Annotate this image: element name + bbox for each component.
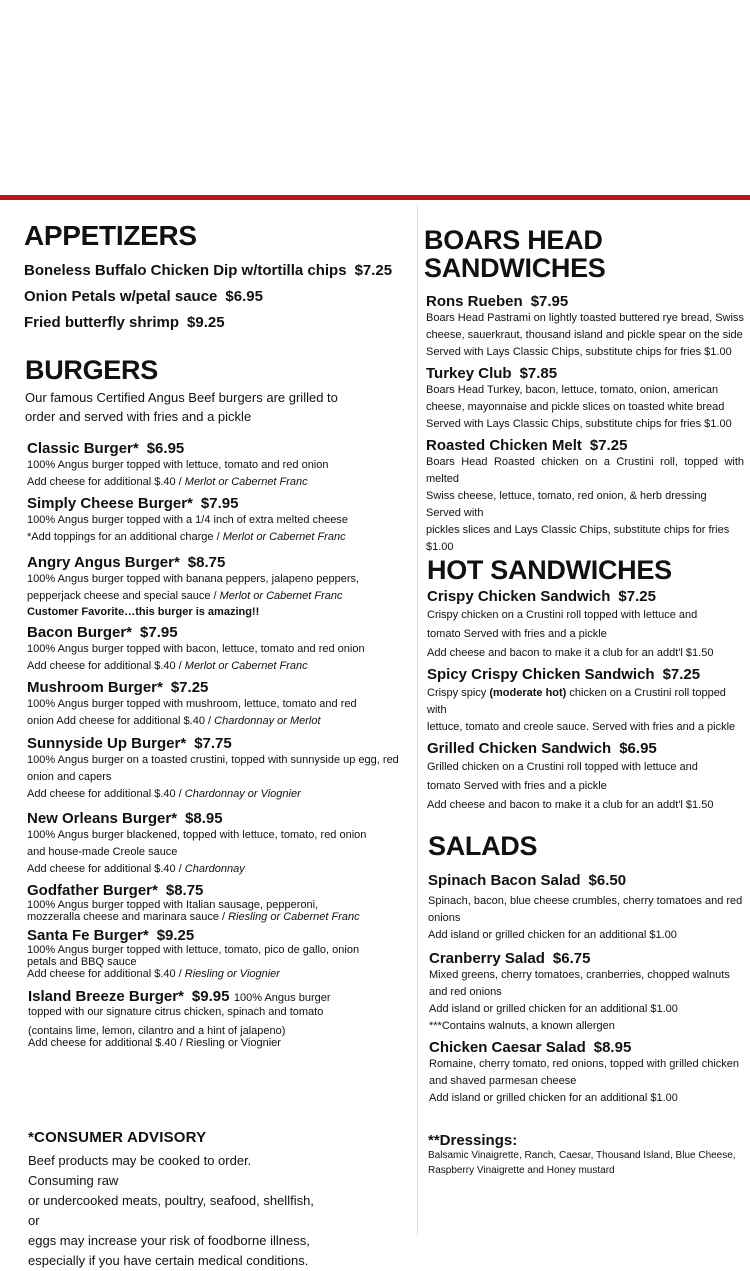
item-price: $7.95 — [530, 293, 569, 310]
item-description: Crispy spicy — [427, 687, 490, 699]
burger-item — [28, 988, 412, 1049]
item-description: 100% Angus burger topped with Italian sausage, pepperoni, — [27, 899, 319, 911]
consumer-advisory — [28, 1129, 318, 1271]
item-price: $6.50 — [588, 872, 627, 889]
appetizers-title: APPETIZERS — [24, 220, 197, 251]
spice-level: (moderate hot) — [489, 687, 567, 699]
sandwich-item — [427, 588, 745, 662]
wine-pairing: Chardonnay or Viognier — [184, 788, 301, 800]
item-description: cheese, mayonnaise and pickle slices on toasted white bread — [426, 401, 725, 413]
item-addon: Add cheese for additional $.40 / — [27, 863, 185, 875]
item-description: Crispy chicken on a Crustini roll topped with lettuce and — [427, 609, 698, 621]
item-description: Spinach, bacon, blue cheese crumbles, cherry tomatoes and red — [428, 895, 743, 907]
item-price: $7.25 — [589, 437, 628, 454]
sandwich-item — [427, 740, 745, 814]
item-description: lettuce, tomato and creole sauce. Served with fries and a pickle — [427, 721, 736, 733]
item-description: 100% Angus burger topped with bacon, lettuce, tomato and red onion — [27, 643, 365, 655]
dressings-section — [428, 1132, 746, 1177]
item-description: Boars Head Pastrami on lightly toasted buttered rye bread, Swiss — [426, 312, 744, 324]
item-description: 100% Angus burger on a toasted crustini, topped with sunnyside up egg, red — [27, 754, 399, 766]
burger-list — [27, 440, 412, 1049]
item-name: Fried butterfly shrimp — [24, 314, 180, 331]
item-price: $7.25 — [662, 666, 701, 683]
item-description: pickles slices and Lays Classic Chips, substitute chips for fries $1.00 — [426, 524, 730, 553]
wine-pairing: Riesling or Viognier — [184, 968, 280, 980]
advisory-line: eggs may increase your risk of foodborne illness, — [28, 1233, 310, 1248]
item-description: Add island or grilled chicken for an additional $1.00 — [429, 1003, 678, 1015]
item-name: Spinach Bacon Salad — [428, 872, 581, 889]
item-addon: Add cheese for additional $.40 / — [27, 788, 185, 800]
item-name: Cranberry Salad — [429, 950, 545, 967]
item-name: Rons Rueben — [426, 293, 523, 310]
item-description: cheese, sauerkraut, thousand island and pickle spear on the side — [426, 329, 743, 341]
item-price: $8.75 — [165, 882, 204, 899]
boars-head-list — [426, 293, 744, 556]
item-price: $7.25 — [618, 588, 656, 605]
hot-sandwiches-title: HOT SANDWICHES — [427, 555, 672, 585]
item-price: $7.25 — [170, 679, 209, 696]
wine-pairing: Merlot or Cabernet Franc — [219, 590, 343, 602]
wine-pairing: Merlot or Cabernet Franc — [184, 660, 308, 672]
item-description: 100% Angus burger topped with lettuce, tomato and red onion — [27, 459, 329, 471]
sandwich-item — [427, 666, 745, 736]
item-name: Island Breeze Burger* — [28, 988, 184, 1005]
item-name: Santa Fe Burger* — [27, 927, 149, 944]
item-price: $7.95 — [200, 495, 239, 512]
item-price: $6.95 — [619, 740, 657, 757]
burgers-title: BURGERS — [25, 355, 158, 385]
item-description-cont: (contains lime, lemon, cilantro and a hint of jalapeno) — [28, 1025, 286, 1037]
item-description: Served with Lays Classic Chips, substitute chips for fries $1.00 — [426, 346, 732, 358]
appetizers-section — [24, 222, 404, 332]
item-description: 100% Angus burger blackened, topped with lettuce, tomato, red onion — [27, 829, 367, 841]
appetizer-item — [24, 262, 404, 280]
item-price: $9.25 — [187, 314, 225, 331]
burger-item — [27, 735, 412, 803]
item-name: Simply Cheese Burger* — [27, 495, 193, 512]
salads-title: SALADS — [428, 831, 538, 861]
item-name: Angry Angus Burger* — [27, 554, 180, 571]
burger-item — [27, 624, 412, 675]
boars-head-title-line2: SANDWICHES — [424, 253, 606, 283]
item-name: Classic Burger* — [27, 440, 139, 457]
boars-head-section — [424, 226, 744, 282]
item-description: 100% Angus burger topped with lettuce, tomato, pico de gallo, onion — [27, 944, 360, 956]
item-description: tomato Served with fries and a pickle — [427, 628, 607, 640]
item-description: Add cheese and bacon to make it a club for an addt'l $1.50 — [427, 799, 714, 811]
item-description-cont: petals and BBQ sauce — [27, 956, 137, 968]
item-addon: Add cheese for additional $.40 / — [27, 476, 185, 488]
sandwich-item — [426, 437, 744, 556]
item-description: and shaved parmesan cheese — [429, 1075, 577, 1087]
item-description-cont: and house-made Creole sauce — [27, 846, 178, 858]
item-description: tomato Served with fries and a pickle — [427, 780, 607, 792]
item-addon: Add cheese for additional $.40 / — [27, 660, 185, 672]
item-price: $8.95 — [593, 1039, 632, 1056]
item-name: Sunnyside Up Burger* — [27, 735, 187, 752]
item-addon: mozzeralla cheese and marinara sauce / — [27, 911, 229, 923]
item-description-start: 100% Angus burger — [233, 992, 331, 1004]
wine-pairing: Merlot or Cabernet Franc — [184, 476, 308, 488]
item-description: 100% Angus burger topped with mushroom, lettuce, tomato and red — [27, 698, 357, 710]
item-price: $7.25 — [354, 262, 393, 279]
salad-item — [428, 872, 746, 944]
item-name: Onion Petals w/petal sauce — [24, 288, 218, 305]
item-addon: onion Add cheese for additional $.40 / — [27, 715, 215, 727]
burger-item — [27, 495, 412, 546]
item-name: New Orleans Burger* — [27, 810, 178, 827]
item-description: Boars Head Roasted chicken on a Crustini roll, topped with melted — [426, 456, 744, 485]
item-description: Mixed greens, cherry tomatoes, cranberries, chopped walnuts — [429, 969, 730, 981]
item-description: Grilled chicken on a Crustini roll topped with lettuce and — [427, 761, 698, 773]
item-name: Boneless Buffalo Chicken Dip w/tortilla chips — [24, 262, 347, 279]
item-price: $7.85 — [519, 365, 558, 382]
item-description: onions — [428, 912, 461, 924]
wine-pairing: Chardonnay or Merlot — [214, 715, 321, 727]
item-addon: Add cheese for additional $.40 / — [27, 968, 185, 980]
wine-pairing: Merlot or Cabernet Franc — [222, 531, 346, 543]
item-price: $7.75 — [194, 735, 232, 752]
item-description: topped with our signature citrus chicken, spinach and tomato — [28, 1006, 324, 1018]
advisory-line: Beef products may be cooked to order. Consuming raw — [28, 1153, 252, 1188]
wine-pairing: Riesling or Cabernet Franc — [228, 911, 360, 923]
item-name: Grilled Chicken Sandwich — [427, 740, 612, 757]
item-addon: pepperjack cheese and special sauce / — [27, 590, 220, 602]
burger-item — [27, 810, 412, 878]
advisory-line: especially if you have certain medical conditions. — [28, 1253, 309, 1268]
dressings-list: Balsamic Vinaigrette, Ranch, Caesar, Thousand Island, Blue Cheese, — [428, 1150, 736, 1161]
allergen-note: ***Contains walnuts, a known allergen — [429, 1020, 615, 1032]
red-divider-line — [0, 195, 750, 200]
item-description: Romaine, cherry tomato, red onions, topped with grilled chicken — [429, 1058, 739, 1070]
item-price: $6.95 — [225, 288, 263, 305]
burger-item — [27, 679, 412, 730]
item-addon: *Add toppings for an additional charge / — [27, 531, 223, 543]
item-name: Godfather Burger* — [27, 882, 158, 899]
sandwich-item — [426, 293, 744, 361]
item-price: $7.95 — [140, 624, 178, 641]
salads-section — [428, 832, 746, 1107]
sandwich-item — [426, 365, 744, 433]
salad-item — [429, 1039, 746, 1107]
item-name: Bacon Burger* — [27, 624, 133, 641]
item-description: Served with Lays Classic Chips, substitute chips for fries $1.00 — [426, 418, 732, 430]
wine-pairing: Chardonnay — [184, 863, 245, 875]
item-description: and red onions — [429, 986, 502, 998]
item-description-cont: onion and capers — [27, 771, 112, 783]
burger-item — [27, 554, 412, 620]
item-description: 100% Angus burger topped with a 1/4 inch of extra melted cheese — [27, 514, 349, 526]
salad-item — [429, 950, 746, 1035]
burgers-intro: Our famous Certified Angus Beef burgers are grilled to order and served with fries and a pickle — [25, 390, 338, 424]
item-description: 100% Angus burger topped with banana peppers, jalapeno peppers, — [27, 573, 360, 585]
customer-favorite-note: Customer Favorite…this burger is amazing!! — [27, 606, 260, 618]
burger-item — [27, 927, 412, 980]
dressings-title: **Dressings: — [428, 1132, 518, 1149]
appetizer-item — [24, 314, 404, 332]
dressings-list: Raspberry Vinaigrette and Honey mustard — [428, 1165, 615, 1176]
boars-head-title-line1: BOARS HEAD — [424, 225, 603, 255]
item-name: Chicken Caesar Salad — [429, 1039, 586, 1056]
item-price: $9.25 — [156, 927, 195, 944]
column-divider — [417, 205, 418, 1235]
item-description: chicken on a Crustini roll topped with — [427, 687, 726, 716]
item-name: Roasted Chicken Melt — [426, 437, 582, 454]
item-price: $8.95 — [185, 810, 223, 827]
item-price: $6.75 — [552, 950, 591, 967]
burger-item — [27, 882, 412, 923]
item-description: Add island or grilled chicken for an additional $1.00 — [428, 929, 677, 941]
burgers-section — [25, 356, 410, 426]
item-name: Mushroom Burger* — [27, 679, 163, 696]
item-price: $8.75 — [187, 554, 226, 571]
advisory-line: or undercooked meats, poultry, seafood, shellfish, or — [28, 1193, 314, 1228]
item-name: Crispy Chicken Sandwich — [427, 588, 611, 605]
item-name: Turkey Club — [426, 365, 512, 382]
advisory-title: *CONSUMER ADVISORY — [28, 1129, 207, 1146]
item-description: Add cheese and bacon to make it a club for an addt'l $1.50 — [427, 647, 714, 659]
item-description: Swiss cheese, lettuce, tomato, red onion, & herb dressing Served with — [426, 490, 707, 519]
item-price: $9.95 — [191, 988, 230, 1005]
item-name: Spicy Crispy Chicken Sandwich — [427, 666, 655, 683]
item-price: $6.95 — [146, 440, 185, 457]
burger-item — [27, 440, 412, 491]
item-description: Boars Head Turkey, bacon, lettuce, tomato, onion, american — [426, 384, 719, 396]
item-addon: Add cheese for additional $.40 / Riesling or Viognier — [28, 1037, 281, 1049]
item-description: Add island or grilled chicken for an additional $1.00 — [429, 1092, 678, 1104]
hot-sandwiches-section — [427, 556, 745, 814]
appetizer-item — [24, 288, 404, 306]
